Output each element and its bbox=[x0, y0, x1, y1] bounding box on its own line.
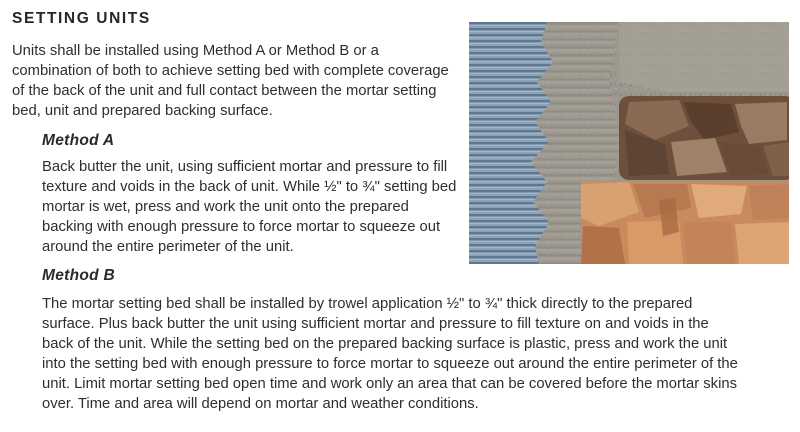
section-title: SETTING UNITS bbox=[12, 10, 151, 27]
stone-installation-photo bbox=[469, 22, 789, 264]
method-a-body: Back butter the unit, using sufficient mortar and pressure to fill texture and voids in the back of unit. While ½" to ¾" setting bed mortar is wet, press and work the unit onto the prepared backing with enough pressure to force mortar to squeeze out around the entire perimeter of the unit. bbox=[42, 159, 457, 255]
method-a-title: Method A bbox=[42, 132, 115, 149]
brown-stone-shape bbox=[619, 96, 789, 180]
method-b-title: Method B bbox=[42, 267, 115, 284]
method-b-body: The mortar setting bed shall be installed by trowel application ½" to ¾" thick directly to the prepared surface. Plus back butter the unit using sufficient mortar and pressure to fill texture on and voids in the back of the unit. While the setting bed on the prepared backing surface is plastic, press and work the unit into the setting bed with enough pressure to force mortar to squeeze out around the entire perimeter of the unit. Limit mortar setting bed open time and work only an area that can be covered before the mortar skins over. Time and area will depend on mortar and weather conditions. bbox=[42, 296, 738, 412]
intro-paragraph: Units shall be installed using Method A or Method B or a combination of both to achieve setting bed with complete coverage of the back of the unit and full contact between the mortar setting bed, unit and prepared backing surface. bbox=[12, 43, 449, 119]
orange-stone-shape bbox=[581, 182, 789, 264]
